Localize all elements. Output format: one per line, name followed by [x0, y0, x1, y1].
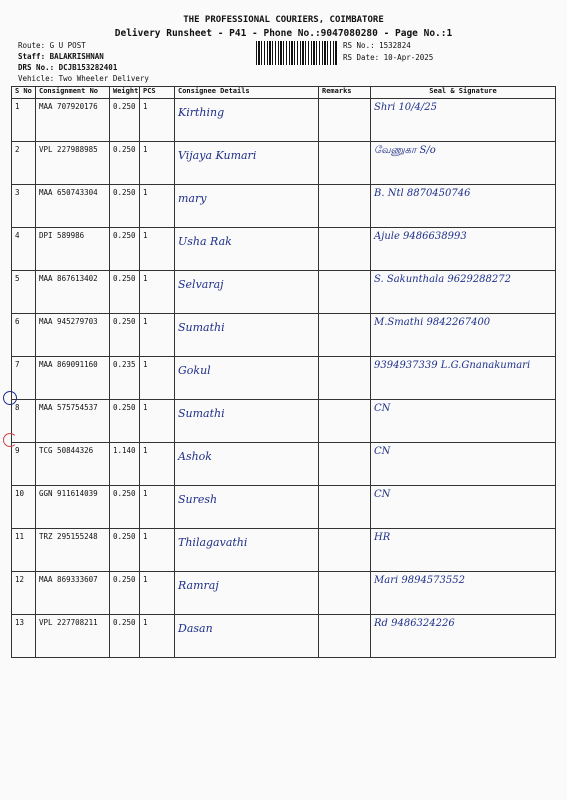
row-consignment-text: MAA 867613402	[39, 274, 98, 283]
row-weight-text: 0.235	[113, 360, 136, 369]
row-consignment	[36, 529, 110, 572]
row-weight-text: 0.250	[113, 618, 136, 627]
row-consignment	[36, 228, 110, 271]
row-pcs	[140, 443, 175, 486]
row-sno-text: 4	[15, 231, 20, 240]
row-remarks	[319, 271, 371, 314]
row-pcs	[140, 400, 175, 443]
row-consignment-text: TRZ 295155248	[39, 532, 98, 541]
table-row	[12, 529, 556, 572]
row-consignee-text: Dasan	[178, 622, 213, 635]
row-remarks	[319, 529, 371, 572]
row-weight-text: 0.250	[113, 489, 136, 498]
row-weight	[110, 615, 140, 658]
row-remarks	[319, 357, 371, 400]
row-consignee	[175, 185, 319, 228]
row-weight	[110, 400, 140, 443]
row-pcs-text: 1	[143, 403, 148, 412]
row-consignment	[36, 443, 110, 486]
row-pcs-text: 1	[143, 188, 148, 197]
row-remarks	[319, 99, 371, 142]
header-consignment: Consignment No	[36, 87, 110, 99]
row-pcs-text: 1	[143, 231, 148, 240]
row-sno	[12, 486, 36, 529]
table-row	[12, 357, 556, 400]
row-signature-text: HR	[374, 532, 391, 543]
row-consignment	[36, 99, 110, 142]
row-sno-text: 3	[15, 188, 20, 197]
row-signature-text: CN	[374, 446, 391, 457]
row-signature	[371, 185, 556, 228]
row-remarks	[319, 314, 371, 357]
row-sno	[12, 615, 36, 658]
row-pcs-text: 1	[143, 317, 148, 326]
row-signature	[371, 443, 556, 486]
drs-label: DRS No.: DCJB153282401	[18, 63, 118, 72]
row-weight	[110, 99, 140, 142]
row-remarks	[319, 615, 371, 658]
row-pcs-text: 1	[143, 102, 148, 111]
row-weight	[110, 572, 140, 615]
row-signature-text: M.Smathi 9842267400	[374, 317, 491, 328]
row-consignment	[36, 486, 110, 529]
row-pcs	[140, 185, 175, 228]
row-sno-text: 7	[15, 360, 20, 369]
row-pcs-text: 1	[143, 575, 148, 584]
row-remarks	[319, 185, 371, 228]
row-consignee	[175, 486, 319, 529]
row-weight-text: 0.250	[113, 532, 136, 541]
row-consignee	[175, 529, 319, 572]
row-consignee-text: Selvaraj	[178, 278, 224, 291]
row-signature	[371, 142, 556, 185]
table-header-row	[12, 87, 556, 99]
row-consignment	[36, 142, 110, 185]
row-remarks	[319, 443, 371, 486]
row-consignment-text: MAA 650743304	[39, 188, 98, 197]
partial-circle-mark-icon	[3, 433, 17, 447]
header-consignee: Consignee Details	[175, 87, 319, 99]
row-consignment	[36, 314, 110, 357]
row-consignee	[175, 314, 319, 357]
row-consignee	[175, 443, 319, 486]
header-signature: Seal & Signature	[371, 87, 556, 99]
row-pcs-text: 1	[143, 489, 148, 498]
row-sno-text: 10	[15, 489, 25, 498]
row-signature	[371, 615, 556, 658]
row-consignee	[175, 572, 319, 615]
row-weight-text: 0.250	[113, 403, 136, 412]
row-signature-text: B. Ntl 8870450746	[374, 188, 471, 199]
row-consignee	[175, 271, 319, 314]
row-consignment-text: MAA 869333607	[39, 575, 98, 584]
row-signature	[371, 271, 556, 314]
row-consignment-text: GGN 911614039	[39, 489, 98, 498]
table-row	[12, 400, 556, 443]
row-consignee-text: Gokul	[178, 364, 211, 377]
row-pcs	[140, 357, 175, 400]
row-sno	[12, 271, 36, 314]
row-sno	[12, 228, 36, 271]
row-consignment	[36, 271, 110, 314]
table-row	[12, 142, 556, 185]
row-signature	[371, 400, 556, 443]
row-pcs-text: 1	[143, 532, 148, 541]
row-weight-text: 0.250	[113, 102, 136, 111]
header-remarks: Remarks	[319, 87, 371, 99]
row-signature	[371, 357, 556, 400]
route-label: Route: G U POST	[18, 41, 86, 50]
row-weight	[110, 271, 140, 314]
row-consignment-text: VPL 227708211	[39, 618, 98, 627]
table-row	[12, 99, 556, 142]
row-pcs	[140, 486, 175, 529]
row-sno	[12, 142, 36, 185]
row-consignment	[36, 185, 110, 228]
row-consignment	[36, 615, 110, 658]
row-consignee-text: Ashok	[178, 450, 212, 463]
row-sno-text: 1	[15, 102, 20, 111]
row-sno-text: 5	[15, 274, 20, 283]
row-pcs	[140, 142, 175, 185]
row-weight	[110, 443, 140, 486]
row-weight	[110, 486, 140, 529]
row-sno-text: 8	[15, 403, 20, 412]
row-consignment-text: MAA 707920176	[39, 102, 98, 111]
row-sno	[12, 99, 36, 142]
row-weight	[110, 185, 140, 228]
table-row	[12, 314, 556, 357]
row-signature	[371, 572, 556, 615]
row-remarks	[319, 400, 371, 443]
row-signature-text: Shri 10/4/25	[374, 102, 437, 113]
row-consignee	[175, 228, 319, 271]
row-consignment	[36, 357, 110, 400]
header-weight: Weight	[110, 87, 140, 99]
row-pcs	[140, 572, 175, 615]
row-remarks	[319, 142, 371, 185]
staff-label: Staff: BALAKRISHNAN	[18, 52, 104, 61]
row-signature	[371, 228, 556, 271]
row-signature	[371, 99, 556, 142]
row-signature	[371, 529, 556, 572]
row-consignee-text: Thilagavathi	[178, 536, 248, 549]
row-consignee-text: Sumathi	[178, 407, 225, 420]
row-sno	[12, 185, 36, 228]
row-weight-text: 0.250	[113, 145, 136, 154]
row-weight-text: 1.140	[113, 446, 136, 455]
row-signature-text: S. Sakunthala 9629288272	[374, 274, 511, 285]
table-row	[12, 271, 556, 314]
row-signature-text: CN	[374, 403, 391, 414]
row-sno-text: 12	[15, 575, 25, 584]
table-row	[12, 572, 556, 615]
table-row	[12, 443, 556, 486]
row-consignment-text: MAA 945279703	[39, 317, 98, 326]
row-signature-text: Ajule 9486638993	[374, 231, 467, 242]
row-consignee	[175, 99, 319, 142]
table-row	[12, 486, 556, 529]
row-consignee-text: Vijaya Kumari	[178, 149, 257, 162]
row-sno	[12, 443, 36, 486]
row-pcs	[140, 271, 175, 314]
row-sno-text: 13	[15, 618, 25, 627]
row-sno-text: 6	[15, 317, 20, 326]
row-sno	[12, 572, 36, 615]
header-sno: S No	[12, 87, 36, 99]
row-weight	[110, 228, 140, 271]
row-consignment-text: VPL 227988985	[39, 145, 98, 154]
row-consignee	[175, 357, 319, 400]
row-sno-text: 2	[15, 145, 20, 154]
row-signature-text: வேணுகா S/o	[374, 145, 436, 156]
row-sno	[12, 529, 36, 572]
row-consignment-text: DPI 589986	[39, 231, 85, 240]
row-consignee-text: Suresh	[178, 493, 218, 506]
row-signature-text: Mari 9894573552	[374, 575, 465, 586]
row-consignment	[36, 572, 110, 615]
row-weight-text: 0.250	[113, 231, 136, 240]
row-pcs	[140, 615, 175, 658]
row-signature-text: Rd 9486324226	[374, 618, 455, 629]
row-pcs-text: 1	[143, 446, 148, 455]
row-consignment-text: MAA 575754537	[39, 403, 98, 412]
row-consignment-text: MAA 869091160	[39, 360, 98, 369]
row-weight	[110, 357, 140, 400]
row-remarks	[319, 572, 371, 615]
row-consignee	[175, 615, 319, 658]
row-sno	[12, 314, 36, 357]
row-pcs	[140, 228, 175, 271]
row-pcs	[140, 529, 175, 572]
table-row	[12, 228, 556, 271]
row-signature-text: CN	[374, 489, 391, 500]
table-row	[12, 615, 556, 658]
delivery-table	[11, 86, 556, 658]
row-remarks	[319, 486, 371, 529]
row-signature-text: 9394937339 L.G.Gnanakumari	[374, 360, 531, 371]
row-consignment	[36, 400, 110, 443]
row-consignee-text: Kirthing	[178, 106, 225, 119]
row-pcs-text: 1	[143, 360, 148, 369]
header-pcs: PCS	[140, 87, 175, 99]
rs-number: RS No.: 1532824	[343, 41, 411, 50]
row-sno-text: 9	[15, 446, 20, 455]
row-pcs-text: 1	[143, 274, 148, 283]
row-consignee	[175, 142, 319, 185]
row-weight-text: 0.250	[113, 317, 136, 326]
row-consignee-text: mary	[178, 192, 207, 205]
company-title: THE PROFESSIONAL COURIERS, COIMBATORE	[183, 15, 384, 25]
row-pcs-text: 1	[143, 145, 148, 154]
row-remarks	[319, 228, 371, 271]
row-pcs	[140, 314, 175, 357]
row-consignee	[175, 400, 319, 443]
vehicle-label: Vehicle: Two Wheeler Delivery	[18, 74, 149, 83]
row-weight-text: 0.250	[113, 188, 136, 197]
row-consignment-text: TCG 50844326	[39, 446, 94, 455]
row-weight	[110, 142, 140, 185]
row-weight-text: 0.250	[113, 575, 136, 584]
row-weight	[110, 529, 140, 572]
row-weight	[110, 314, 140, 357]
row-weight-text: 0.250	[113, 274, 136, 283]
row-pcs	[140, 99, 175, 142]
circle-mark-icon	[3, 391, 17, 405]
row-sno-text: 11	[15, 532, 25, 541]
row-consignee-text: Usha Rak	[178, 235, 232, 248]
runsheet-subtitle: Delivery Runsheet - P41 - Phone No.:9047080280 - Page No.:1	[114, 28, 453, 39]
row-pcs-text: 1	[143, 618, 148, 627]
row-signature	[371, 486, 556, 529]
row-consignee-text: Ramraj	[178, 579, 219, 592]
row-consignee-text: Sumathi	[178, 321, 225, 334]
rs-date: RS Date: 10-Apr-2025	[343, 53, 434, 62]
barcode-image	[256, 41, 338, 65]
table-row	[12, 185, 556, 228]
row-signature	[371, 314, 556, 357]
